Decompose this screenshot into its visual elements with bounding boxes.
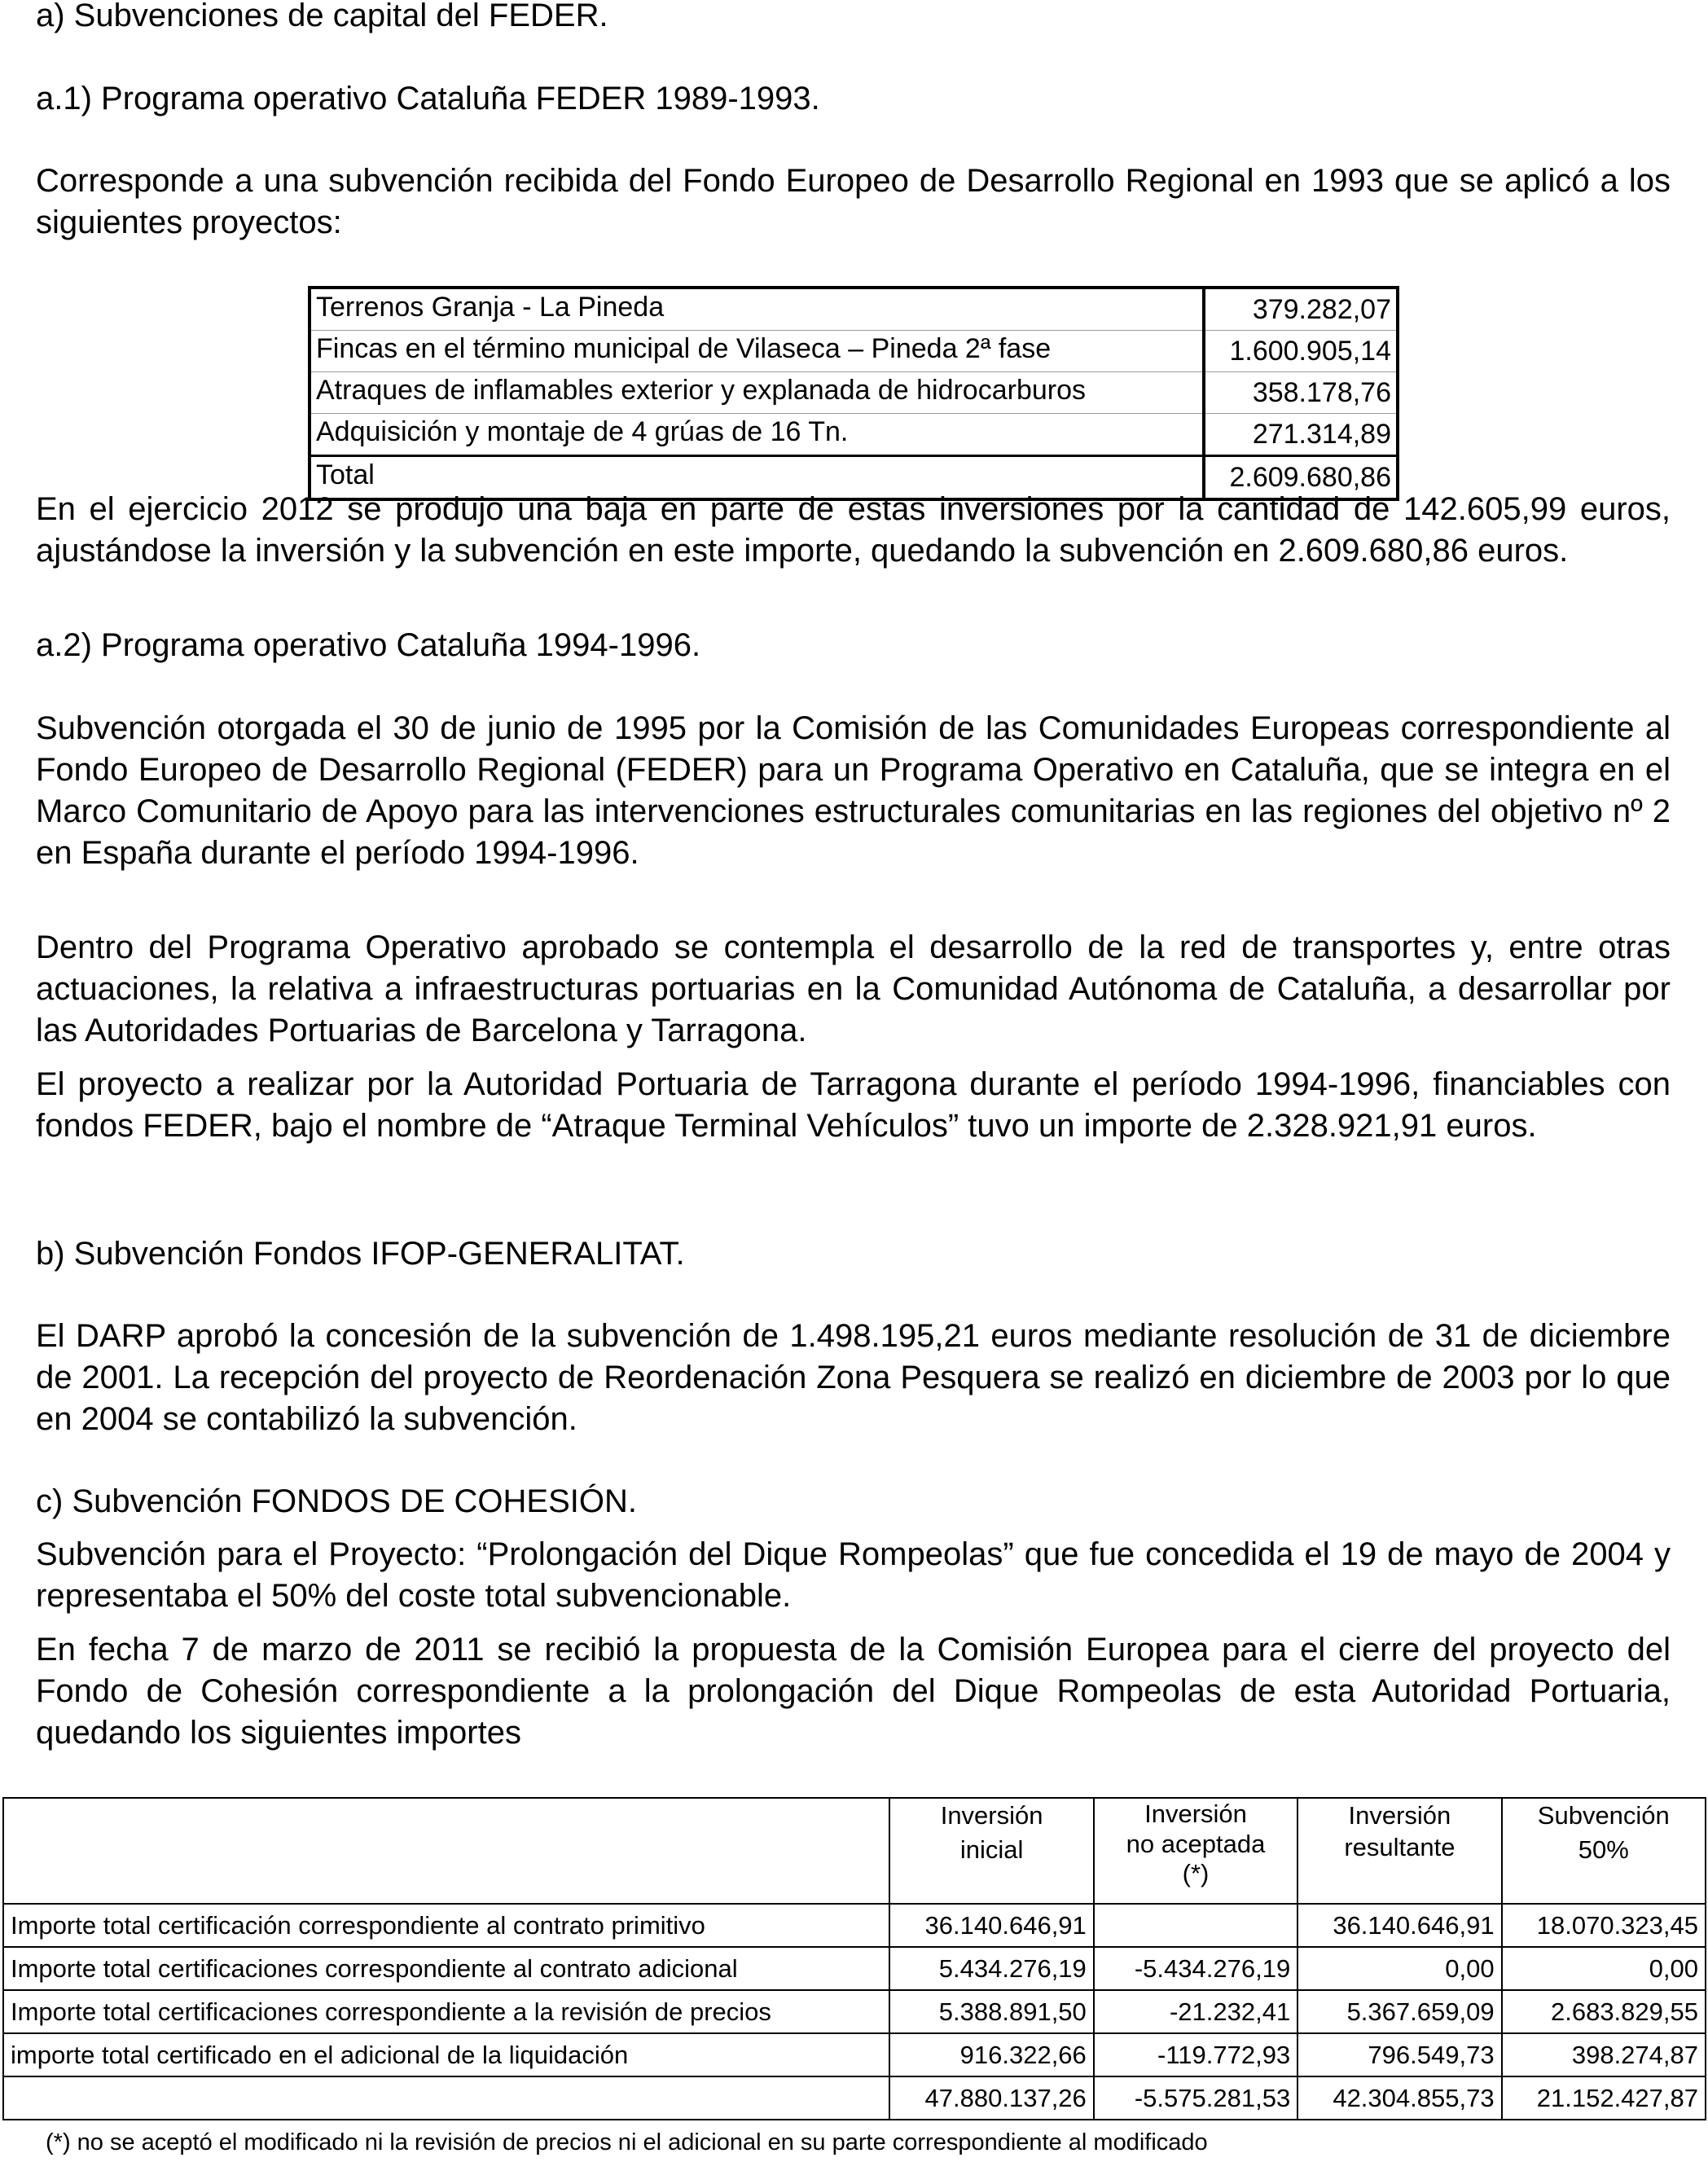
project-label: Atraques de inflamables exterior y explanada de hidrocarburos — [310, 372, 1204, 414]
header-text: no aceptada — [1126, 1830, 1266, 1858]
header-empty-cell — [3, 1798, 889, 1904]
totals-row — [3, 2076, 1706, 2120]
cell-subvencion: 2.683.829,55 — [1502, 1990, 1706, 2033]
cell-resultante: 0,00 — [1297, 1947, 1501, 1990]
table-row — [310, 414, 1398, 456]
table-row — [3, 1947, 1706, 1990]
cell-resultante: 36.140.646,91 — [1297, 1904, 1501, 1947]
project-value: 271.314,89 — [1204, 414, 1398, 456]
table-row — [3, 2033, 1706, 2076]
table-header-row — [3, 1798, 1706, 1904]
header-subvencion — [1502, 1798, 1706, 1904]
cell-inicial: 916.322,66 — [889, 2033, 1093, 2076]
cell-subvencion: 18.070.323,45 — [1502, 1904, 1706, 1947]
header-inversion-no-aceptada — [1094, 1798, 1297, 1904]
row-label: Importe total certificación correspondiente al contrato primitivo — [3, 1904, 889, 1947]
header-inversion-resultante — [1297, 1798, 1501, 1904]
cell-resultante: 5.367.659,09 — [1297, 1990, 1501, 2033]
header-text: Inversión — [1144, 1799, 1247, 1828]
c-paragraph-1: Subvención para el Proyecto: “Prolongación del Dique Rompeolas” que fue concedida el 19 de mayo de 2004 y representaba el 50% del coste total subvencionable. — [36, 1536, 1671, 1614]
project-label: Adquisición y montaje de 4 grúas de 16 Tn. — [310, 414, 1204, 456]
project-label: Fincas en el término municipal de Vilaseca – Pineda 2ª fase — [310, 331, 1204, 372]
total-no-aceptada: -5.575.281,53 — [1094, 2076, 1297, 2120]
table-row — [3, 1904, 1706, 1947]
project-value: 1.600.905,14 — [1204, 331, 1398, 372]
table-row — [310, 372, 1398, 414]
row-label: importe total certificado en el adicional de la liquidación — [3, 2033, 889, 2076]
b-title: b) Subvención Fondos IFOP-GENERALITAT. — [36, 1236, 685, 1272]
header-text: Inversión — [940, 1801, 1043, 1830]
b-paragraph: El DARP aprobó la concesión de la subvención de 1.498.195,21 euros mediante resolución de 31 de diciembre de 2001. La recepción del proyecto de Reordenación Zona Pesquera se realizó en diciembre de 2003 por lo que en 2004 se contabilizó la subvención. — [36, 1318, 1671, 1437]
a2-paragraph-1: Subvención otorgada el 30 de junio de 1995 por la Comisión de las Comunidades Europeas correspondiente al Fondo Europeo de Desarrollo Regional (FEDER) para un Programa Operativo en Cataluña, que se integra en el Marco Comunitario de Apoyo para las intervenciones estructurales comunitarias en las regiones del objetivo nº 2 en España durante el período 1994-1996. — [36, 710, 1671, 871]
c-title: c) Subvención FONDOS DE COHESIÓN. — [36, 1483, 637, 1519]
total-resultante: 42.304.855,73 — [1297, 2076, 1501, 2120]
row-label: Importe total certificaciones correspondiente al contrato adicional — [3, 1947, 889, 1990]
header-text: Subvención — [1537, 1801, 1670, 1830]
project-value: 379.282,07 — [1204, 288, 1398, 331]
cell-subvencion: 0,00 — [1502, 1947, 1706, 1990]
cell-inicial: 36.140.646,91 — [889, 1904, 1093, 1947]
footnote: (*) no se aceptó el modificado ni la revisión de precios ni el adicional en su parte correspondiente al modificado — [46, 2129, 1208, 2155]
cell-inicial: 5.388.891,50 — [889, 1990, 1093, 2033]
a1-after: En el ejercicio 2012 se produjo una baja en parte de estas inversiones por la cantidad de 142.605,99 euros, ajustándose la inversión y la subvención en este importe, quedando la subvención en 2.609.680,86 euros. — [36, 491, 1671, 569]
total-value: 2.609.680,86 — [1204, 456, 1398, 500]
projects-table — [308, 286, 1399, 501]
cell-subvencion: 398.274,87 — [1502, 2033, 1706, 2076]
a2-paragraph-3: El proyecto a realizar por la Autoridad Portuaria de Tarragona durante el período 1994-1996, financiables con fondos FEDER, bajo el nombre de “Atraque Terminal Vehículos” tuvo un importe de 2.328.921,91 euros. — [36, 1066, 1671, 1144]
a1-intro: Corresponde a una subvención recibida del Fondo Europeo de Desarrollo Regional en 1993 que se aplicó a los siguientes proyectos: — [36, 163, 1671, 240]
project-value: 358.178,76 — [1204, 372, 1398, 414]
header-text: Inversión — [1348, 1801, 1451, 1830]
table-row — [310, 288, 1398, 331]
total-inicial: 47.880.137,26 — [889, 2076, 1093, 2120]
header-inversion-inicial — [889, 1798, 1093, 1904]
header-text: (*) — [1182, 1859, 1210, 1887]
table-row — [310, 331, 1398, 372]
header-text: inicial — [959, 1835, 1024, 1864]
cohesion-table — [2, 1797, 1706, 2120]
a1-title: a.1) Programa operativo Cataluña FEDER 1989-1993. — [36, 81, 820, 116]
cell-no-aceptada: -119.772,93 — [1094, 2033, 1297, 2076]
totals-label-cell — [3, 2076, 889, 2120]
project-label: Terrenos Granja - La Pineda — [316, 292, 665, 323]
cell-resultante: 796.549,73 — [1297, 2033, 1501, 2076]
row-label: Importe total certificaciones correspondiente a la revisión de precios — [3, 1990, 889, 2033]
a2-paragraph-2: Dentro del Programa Operativo aprobado se contempla el desarrollo de la red de transportes y, entre otras actuaciones, la relativa a infraestructuras portuarias en la Comunidad Autónoma de Cataluña, a desarrollar por las Autoridades Portuarias de Barcelona y Tarragona. — [36, 929, 1671, 1048]
c-paragraph-2: En fecha 7 de marzo de 2011 se recibió la propuesta de la Comisión Europea para el cierre del proyecto del Fondo de Cohesión correspondiente a la prolongación del Dique Rompeolas de esta Autoridad Portuaria, quedando los siguientes importes — [36, 1632, 1671, 1751]
header-text: resultante — [1344, 1833, 1456, 1861]
cell-no-aceptada: -21.232,41 — [1094, 1990, 1297, 2033]
cell-no-aceptada — [1094, 1904, 1297, 1947]
section-a-title: a) Subvenciones de capital del FEDER. — [36, 0, 608, 33]
header-text: 50% — [1578, 1835, 1629, 1864]
table-row — [3, 1990, 1706, 2033]
total-subvencion: 21.152.427,87 — [1502, 2076, 1706, 2120]
total-label: Total — [310, 456, 1204, 500]
cell-inicial: 5.434.276,19 — [889, 1947, 1093, 1990]
cell-no-aceptada: -5.434.276,19 — [1094, 1947, 1297, 1990]
a2-title: a.2) Programa operativo Cataluña 1994-1996. — [36, 627, 701, 663]
